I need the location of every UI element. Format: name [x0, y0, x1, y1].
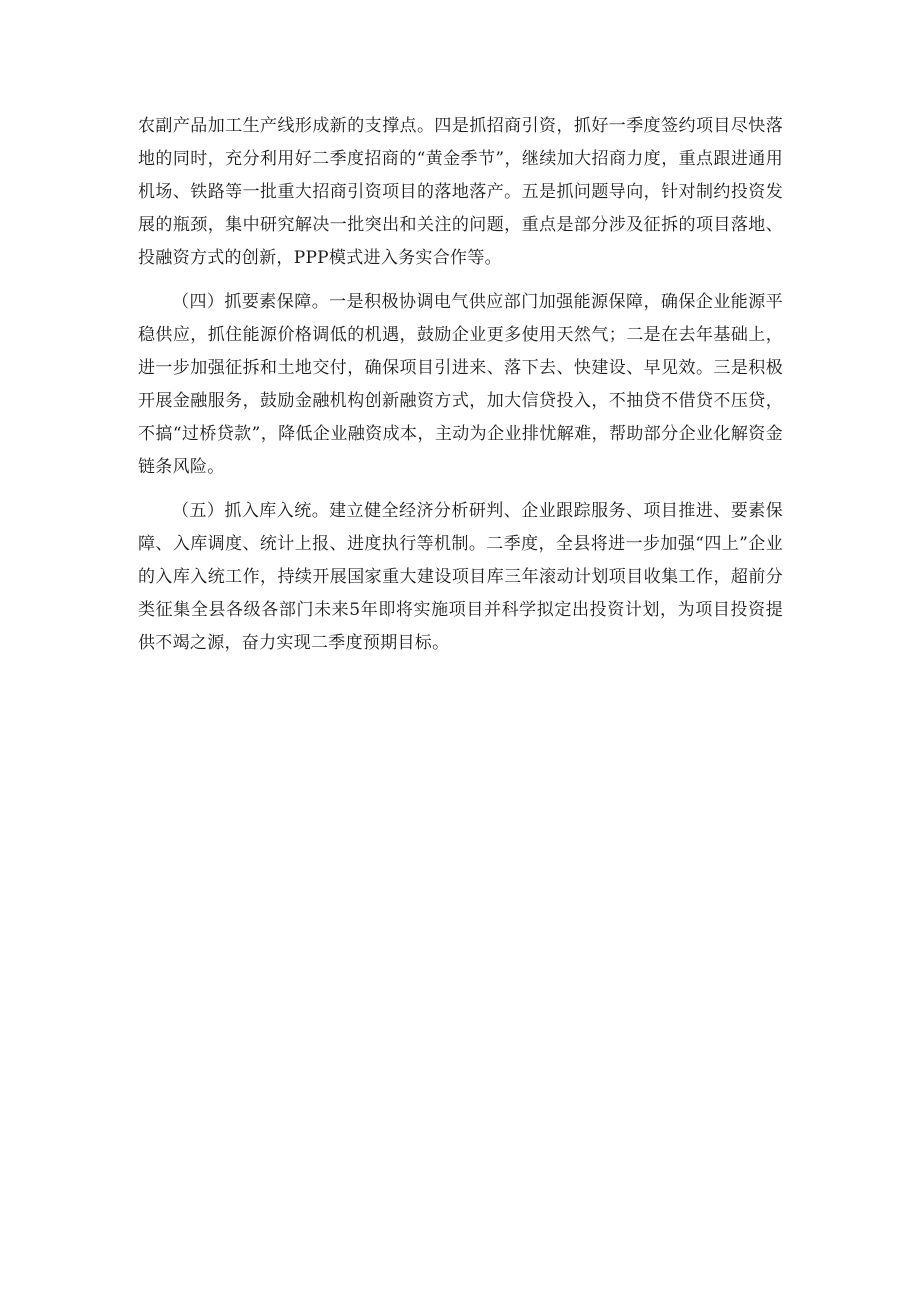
document-page: [138, 110, 783, 671]
paragraph-factor-guarantee: （四）抓要素保障。一是积极协调电气供应部门加强能源保障，确保企业能源平稳供应，抓住能源价格调低的机遇，鼓励企业更多使用天然气；二是在去年基础上，进一步加强征拆和土地交付，确保项目引进来、落下去、快建设、早见效。三是积极开展金融服务，鼓励金融机构创新融资方式，加大信贷投入，不抽贷不借贷不压贷，不搞“过桥贷款”，降低企业融资成本，主动为企业排忧解难，帮助部分企业化解资金链条风险。: [138, 292, 783, 477]
paragraph-investment-measures: 农副产品加工生产线形成新的支撑点。四是抓招商引资，抓好一季度签约项目尽快落地的同时，充分利用好二季度招商的“黄金季节”，继续加大招商力度，重点跟进通用机场、铁路等一批重大招商引资项目的落地落产。五是抓问题导向，针对制约投资发展的瓶颈，集中研究解决一批突出和关注的问题，重点是部分涉及征拆的项目落地、投融资方式的创新，PPP模式进入务实合作等。: [138, 116, 783, 268]
paragraph-statistics-inclusion: （五）抓入库入统。建立健全经济分析研判、企业跟踪服务、项目推进、要素保障、入库调度、统计上报、进度执行等机制。二季度，全县将进一步加强“四上”企业的入库入统工作，持续开展国家重大建设项目库三年滚动计划项目收集工作，超前分类征集全县各级各部门未来5年即将实施项目并科学拟定出投资计划，为项目投资提供不竭之源，奋力实现二季度预期目标。: [138, 501, 783, 653]
